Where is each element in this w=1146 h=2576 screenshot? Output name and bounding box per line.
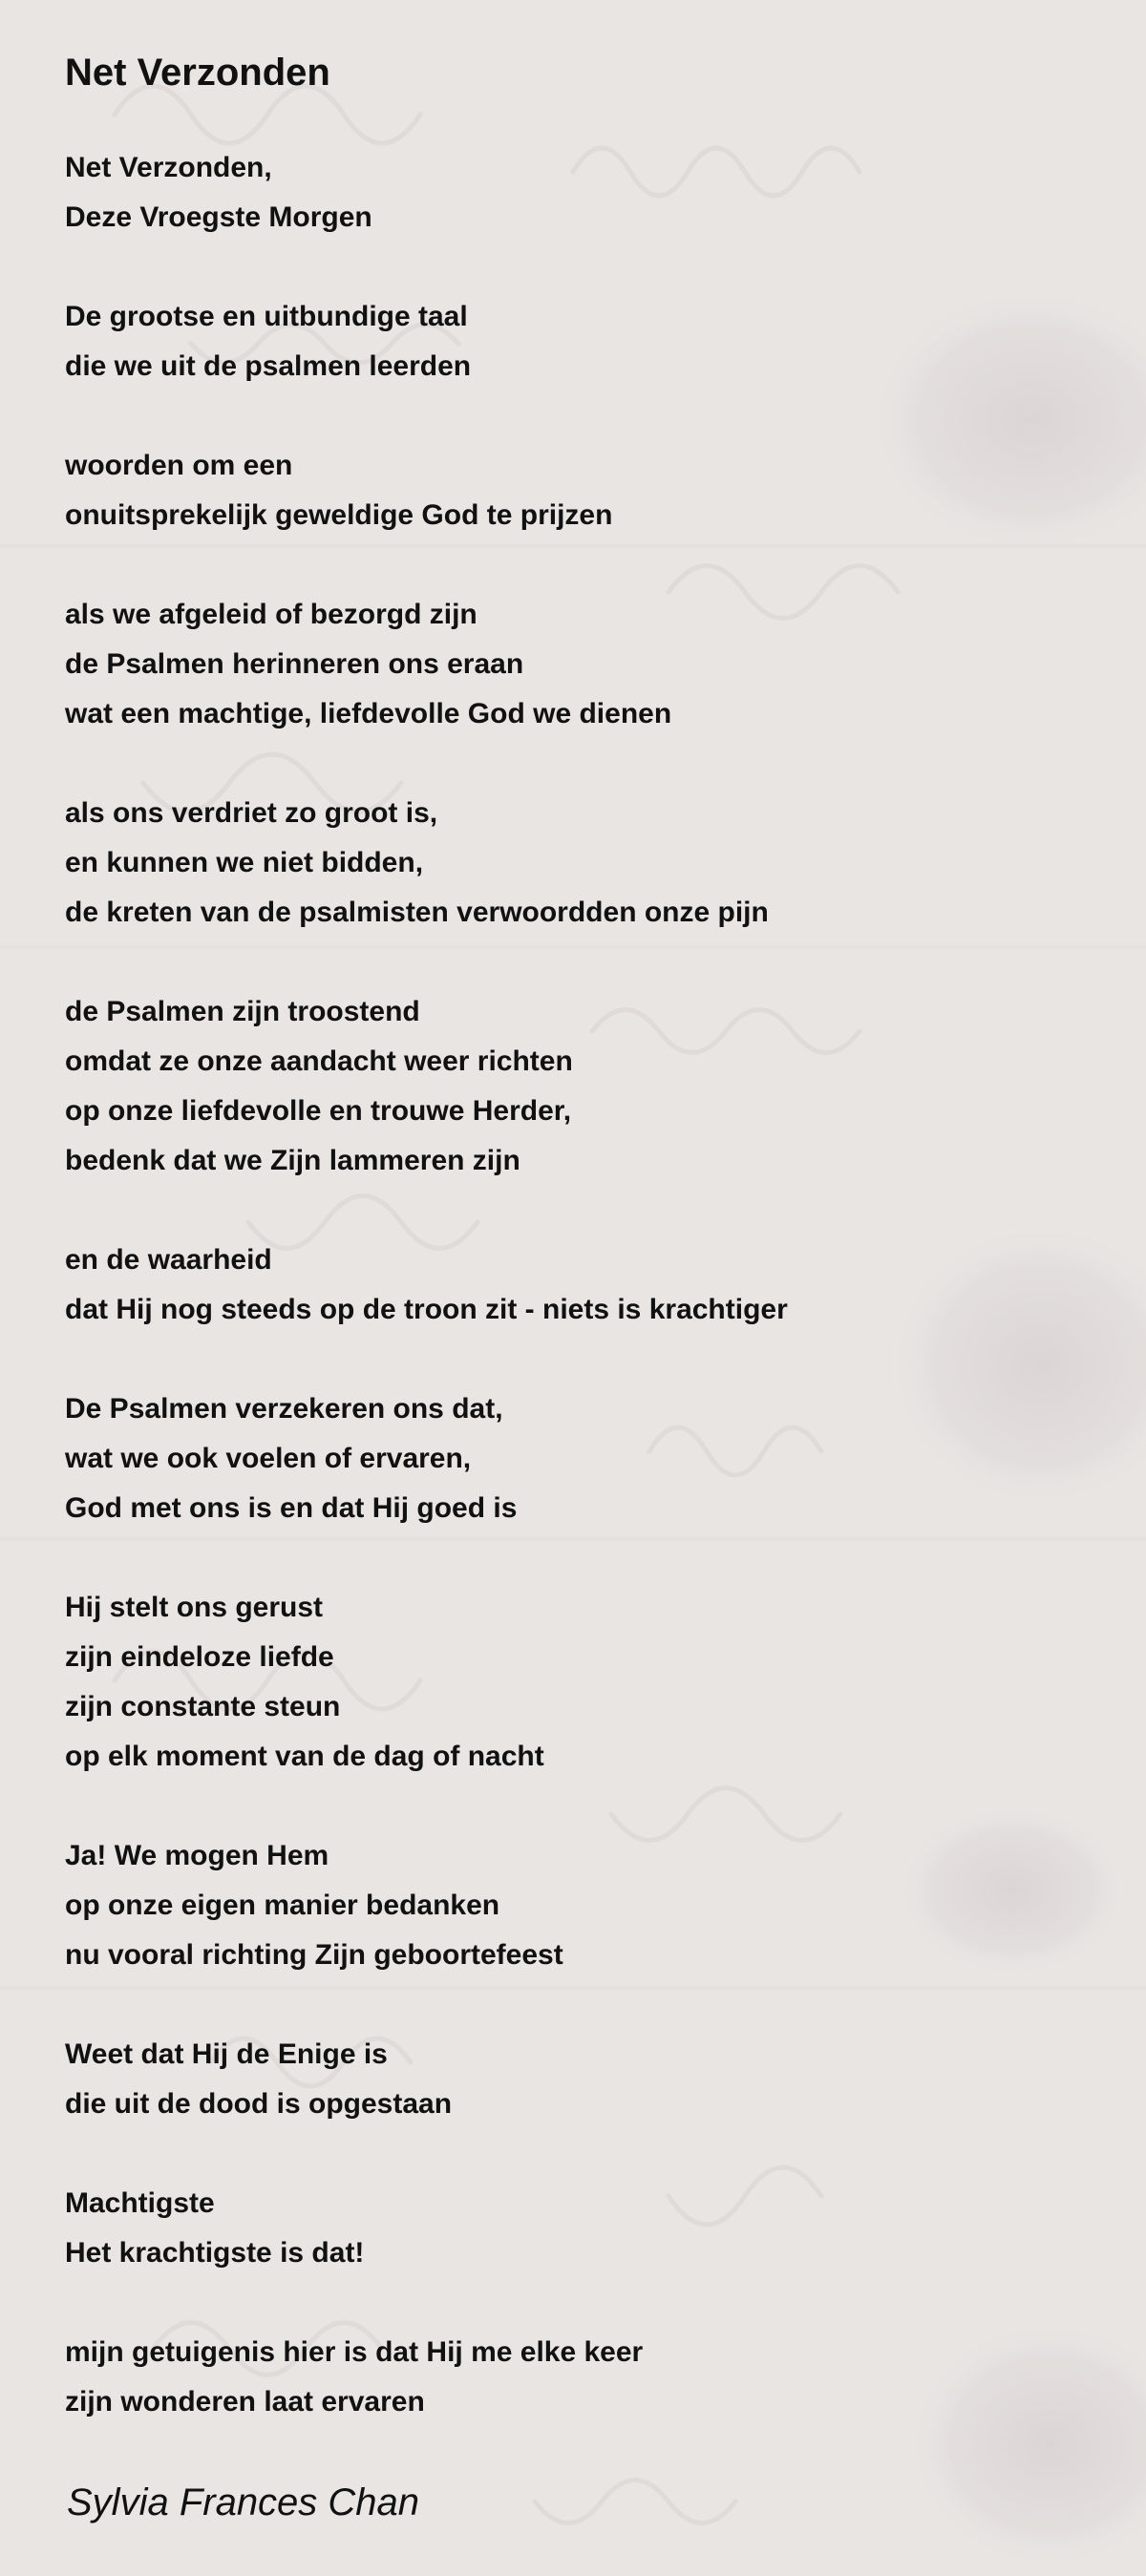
poem-line: de Psalmen herinneren ons eraan (65, 648, 524, 680)
poem-stanza (65, 1583, 1115, 1782)
poem-stanza (65, 292, 1115, 391)
poem-line: als ons verdriet zo groot is, (65, 797, 438, 829)
poem-line: God met ons is en dat Hij goed is (65, 1492, 518, 1524)
poem-line: de Psalmen zijn troostend (65, 996, 420, 1027)
poem-stanza (65, 1831, 1115, 1980)
poem-line: Hij stelt ons gerust (65, 1592, 324, 1623)
poem-line: op elk moment van de dag of nacht (65, 1741, 544, 1772)
poem-line: omdat ze onze aandacht weer richten (65, 1045, 573, 1077)
poem-line: die we uit de psalmen leerden (65, 350, 472, 382)
poem-line: zijn wonderen laat ervaren (65, 2386, 425, 2418)
poem-line: die uit de dood is opgestaan (65, 2088, 453, 2120)
poem-title: Net Verzonden (65, 52, 330, 94)
poem-line: woorden om een (65, 450, 293, 481)
poem-line: wat we ook voelen of ervaren, (65, 1443, 472, 1474)
poem-line: Net Verzonden, (65, 152, 272, 183)
poem-line: Weet dat Hij de Enige is (65, 2038, 388, 2070)
poem-line: Machtigste (65, 2187, 215, 2219)
poem-line: en kunnen we niet bidden, (65, 847, 424, 878)
poem-stanza (65, 441, 1115, 540)
poem-body (65, 143, 1115, 2477)
poem-line: op onze liefdevolle en trouwe Herder, (65, 1095, 572, 1127)
poem-line: op onze eigen manier bedanken (65, 1890, 500, 1921)
poem-line: De grootse en uitbundige taal (65, 301, 468, 332)
poem-line: nu vooral richting Zijn geboortefeest (65, 1939, 563, 1971)
poem-line: Het krachtigste is dat! (65, 2237, 365, 2269)
poem-line: zijn constante steun (65, 1691, 341, 1722)
poem-author: Sylvia Frances Chan (67, 2481, 420, 2523)
poem-line: wat een machtige, liefdevolle God we dienen (65, 698, 672, 729)
poem-stanza (65, 2030, 1115, 2129)
poem-stanza (65, 2328, 1115, 2427)
poem-stanza (65, 590, 1115, 739)
poem-line: Deze Vroegste Morgen (65, 201, 372, 233)
poem-stanza (65, 1384, 1115, 1533)
poem-line: bedenk dat we Zijn lammeren zijn (65, 1145, 520, 1176)
poem-line: de kreten van de psalmisten verwoordden onze pijn (65, 897, 769, 928)
poem-line: dat Hij nog steeds op de troon zit - niets is krachtiger (65, 1294, 788, 1325)
poem-line: mijn getuigenis hier is dat Hij me elke keer (65, 2336, 644, 2368)
poem-stanza (65, 1235, 1115, 1335)
poem-stanza (65, 987, 1115, 1186)
poem-line: Ja! We mogen Hem (65, 1840, 329, 1871)
poem-stanza (65, 2179, 1115, 2278)
poem-line: De Psalmen verzekeren ons dat, (65, 1393, 503, 1425)
poem-line: en de waarheid (65, 1244, 272, 1276)
poem-line: zijn eindeloze liefde (65, 1641, 334, 1673)
poem-stanza (65, 789, 1115, 938)
poem-line: als we afgeleid of bezorgd zijn (65, 599, 478, 630)
poem-line: onuitsprekelijk geweldige God te prijzen (65, 499, 613, 531)
poem-stanza (65, 143, 1115, 243)
